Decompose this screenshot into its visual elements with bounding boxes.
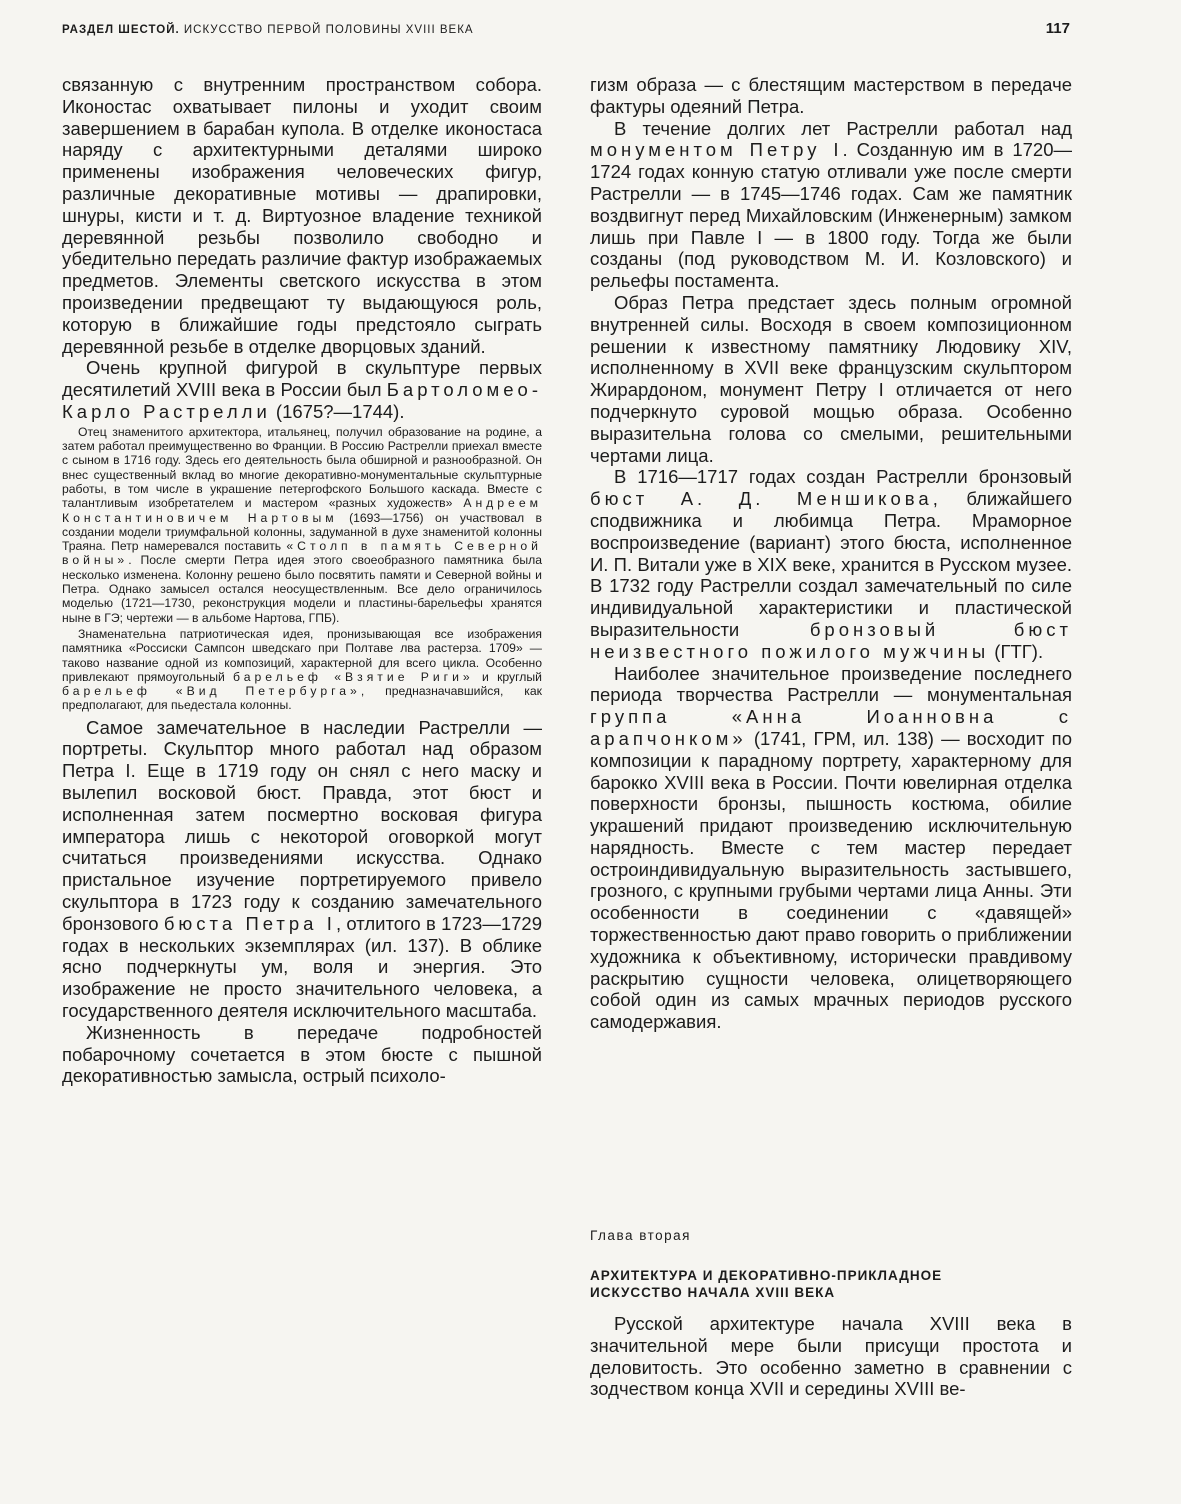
paragraph (590, 663, 1072, 1034)
text: , предназначавшийся, как предполагают, для пьедестала колонны. (62, 684, 542, 713)
footnote (62, 627, 542, 713)
running-header (62, 20, 1070, 46)
text: В течение долгих лет Растрелли работал над (614, 117, 1072, 139)
spaced-name: группа «Анна Иоанновна с арапчонком» (590, 706, 1072, 749)
paragraph (62, 717, 542, 1022)
right-column (590, 74, 1072, 1033)
paragraph (590, 118, 1072, 292)
text: (1675?—1744). (270, 400, 405, 422)
text: В 1716—1717 годах создан Растрелли бронзовый (614, 466, 1072, 488)
text: Самое замечательное в наследии Растрелли — портреты. Скульптор много работал над образом Петра I. Еще в 1719 году он снял с него маску и вылепил восковой бюст. Правда, этот бюст и исполненная затем посмертно восковая фигура императора лишь с некоторой оговоркой могут считаться произведениями искусства. Однако пристальное изучение портретируемого привело скульптора в 1723 году к созданию замечательного бронзового (62, 716, 542, 934)
paragraph (62, 357, 542, 422)
spaced-name: Андреем Константиновичем Нартовым (62, 496, 542, 525)
chapter-title (590, 1267, 1072, 1301)
text: Наиболее значительное произведение последнего периода творчества Растрелли — монументальная (590, 662, 1072, 706)
text: . Созданную им в 1720—1724 годах конную статую отливали уже после смерти Растрелли — в 1745—1746 годах. Сам же памятник воздвигнут перед Михайловским (Инженерным) замком лишь при Павле I — в 1800 году. Тогда же были созданы (под руководством М. И. Козловского) и рельефы постамента. (590, 139, 1072, 292)
text: (1741, ГРМ, ил. 138) — восходит по композиции к парадному портрету, характерному для барокко XVIII века в России. Почти ювелирная отделка поверхности бронзы, пышность костюма, обилие украшений придают произведению исключительную нарядность. Вместе с тем мастер передает остроиндивидуальную выразительность застывшего, грозного, с крупными грубыми чертами лица Анны. Эти особенности в соединении с «давящей» торжественностью дают право говорить о приближении художника к объективному, исторически правдивому раскрытию сущности человека, олицетворяющего собой один из самых мрачных периодов русского самодержавия. (590, 727, 1072, 1033)
spaced-name: барельеф «Взятие Риги» (233, 669, 474, 684)
text: Знаменательна патриотическая идея, пронизывающая все изображения памятника «Россиски Сампсон шведскаго при Полтаве лва растерза. 1709» — таково название одной из композиций, характерной для всего цикла. Особенно привлекают прямоугольный (62, 626, 542, 684)
spaced-name: барельеф «Вид Петербурга» (62, 684, 361, 699)
paragraph: Русской архитектуре начала XVIII века в значительной мере были присущи простота и деловитость. Это особенно заметно в сравнении с зодчеством конца XVII и середины XVIII ве- (590, 1313, 1072, 1400)
page-number: 117 (1045, 20, 1070, 37)
header-title: ИСКУССТВО ПЕРВОЙ ПОЛОВИНЫ XVIII ВЕКА (183, 24, 474, 36)
left-column (62, 74, 542, 1087)
chapter-title-line: АРХИТЕКТУРА И ДЕКОРАТИВНО-ПРИКЛАДНОЕ (590, 1268, 943, 1283)
text: . После смерти Петра идея этого своеобразного памятника была несколько изменена. Колонну решено было посвятить памяти и Северной войны и Петра. Однако замысел остался неосуществленным. Все дело ограничилось моделью (1721—1730, реконструкция модели и пластины-барельефы хранятся ныне в ГЭ; чертежи — в альбоме Нартова, ГПБ). (62, 553, 542, 625)
footnote (62, 425, 542, 625)
spaced-name: Бартоломео-Карло Растрелли (62, 379, 542, 422)
paragraph: Образ Петра предстает здесь полным огромной внутренней силы. Восходя в своем композиционном решении к известному памятнику Людовику XIV, исполненному в XVII веке французским скульптором Жирардоном, монумент Петру I отличается от него подчеркнуто суровой мощью образа. Особенно выразительна голова со смелыми, решительными чертами лица. (590, 291, 1072, 466)
header-section: РАЗДЕЛ ШЕСТОЙ. (62, 24, 180, 36)
spaced-name: «Столп в память Северной войны» (62, 539, 542, 568)
spaced-name: бронзовый бюст неизвестного пожилого мужчины (590, 618, 1073, 662)
chapter-title-line: ИСКУССТВО НАЧАЛА XVIII ВЕКА (590, 1285, 836, 1300)
paragraph: Жизненность в передаче подробностей побарочному сочетается в этом бюсте с пышной декоративностью замысла, острый психоло- (62, 1021, 542, 1087)
paragraph (590, 466, 1072, 662)
spaced-name: монументом Петру I (590, 139, 843, 161)
text: (ГТГ). (989, 640, 1044, 662)
text: (1693—1756) он участвовал в создании модели триумфальной колонны, задуманной в духе знаменитой колонны Траяна. Петр намеревался поставить (62, 510, 542, 554)
spaced-name: бюста Петра I (163, 912, 336, 934)
paragraph: гизм образа — с блестящим мастерством в передаче фактуры одеяний Петра. (590, 74, 1072, 117)
text: , ближайшего сподвижника и любимца Петра. Мраморное воспроизведение (вариант) этого бюста, исполненное И. П. Витали уже в XIX веке, хранится в Русском музее. В 1732 году Растрелли создал замечательный по силе индивидуальной характеристики и пластической выразительности (590, 488, 1072, 640)
paragraph: связанную с внутренним пространством собора. Иконостас охватывает пилоны и уходит своим завершением в барабан купола. В отделке иконостаса наряду с архитектурными деталями широко применены изображения человеческих фигур, различные декоративные мотивы — драпировки, шнуры, кисти и т. д. Виртуозное владение техникой деревянной резьбы позволило свободно и убедительно передать различие фактур изображаемых предметов. Элементы светского искусства в этом произведении предвещают ту выдающуюся роль, которую в ближайшие годы предстояло сыграть деревянной резьбе в отделке дворцовых зданий. (62, 74, 542, 357)
text: Очень крупной фигурой в скульптуре первых десятилетий XVIII века в России был (62, 357, 542, 401)
text: , отлитого в 1723—1729 годах в нескольких экземплярах (ил. 137). В облике ясно подчеркнуты ум, воля и энергия. Это изображение не просто значительного человека, а государственного деятеля исключительного масштаба. (62, 912, 542, 1022)
chapter-label: Глава вторая (590, 1228, 691, 1243)
text: и круглый (473, 669, 542, 684)
text: Отец знаменитого архитектора, итальянец, получил образование на родине, а затем работал преимущественно во Франции. В Россию Растрелли приехал вместе с сыном в 1716 году. Здесь его деятельность была обширной и разнообразной. Он внес существенный вклад во многие декоративно-монументальные скульптурные работы, в том числе в украшение петергофского Большого каскада. Вместе с талантливым изобретателем и мастером «разных художеств» (62, 424, 542, 511)
spaced-name: бюст А. Д. Меншикова (590, 488, 933, 510)
chapter-section (590, 1228, 1072, 1400)
